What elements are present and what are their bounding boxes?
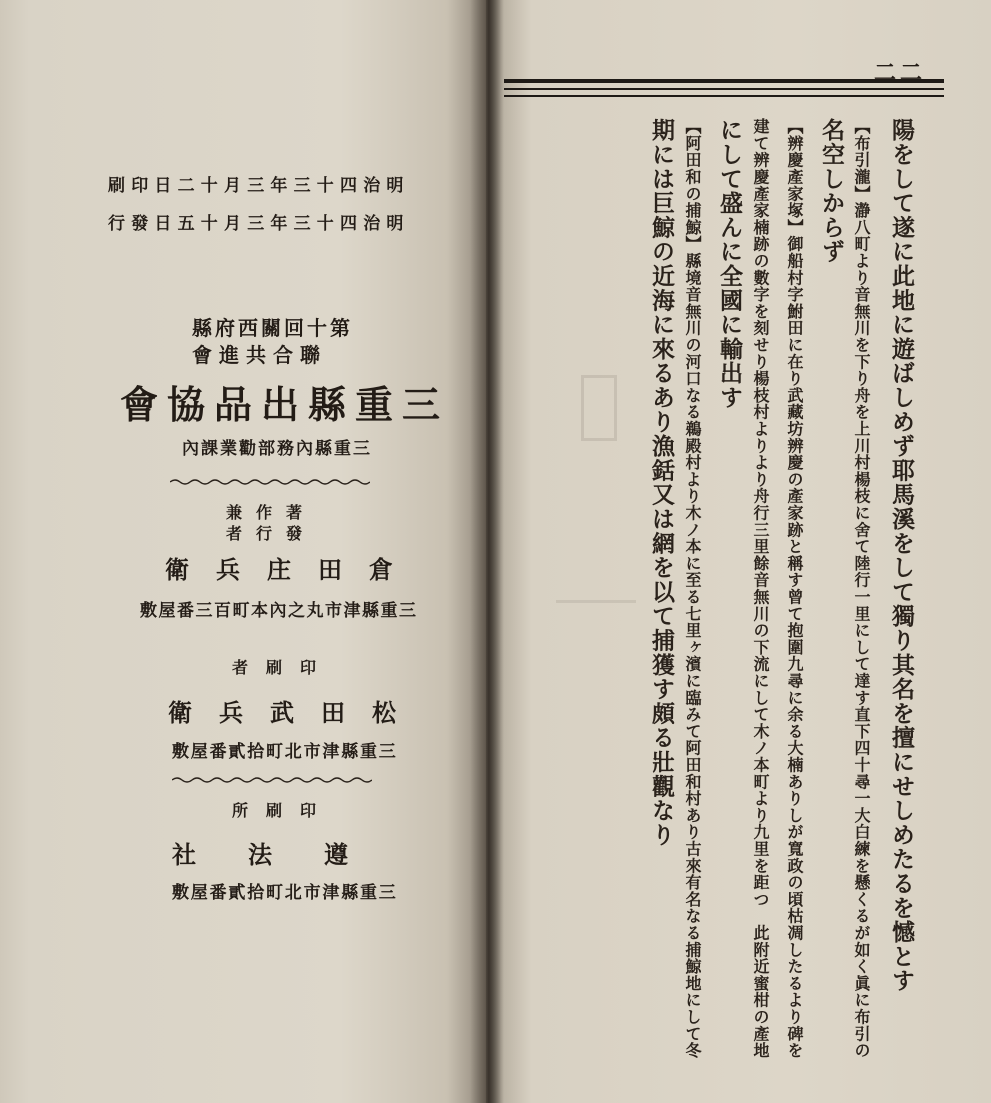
column-text: 瀞八町より音無川を下り舟を上川村楊枝に舍て陸行一里にして達す直下四十尋一大白練を懸くるが如く眞に布引の — [852, 202, 871, 1059]
text-column — [820, 118, 843, 264]
entry-label: 【辨慶產家塚】 — [785, 118, 804, 236]
show-through — [556, 600, 636, 603]
wavy-divider — [172, 776, 372, 784]
column-text: 御船村字鮒田に在り武藏坊辨慶の產家跡と稱す曾て抱圍九尋に余る大楠ありしが寬政の頃枯凋したるより碑を — [785, 235, 804, 1059]
text-column — [684, 118, 700, 1059]
issued-date: 明治四十三年三月十五日發行 — [108, 214, 410, 234]
wavy-divider — [170, 478, 370, 486]
press-address: 三重縣津市北町拾貳番屋敷 — [172, 883, 398, 903]
event-line-1: 第十回關西府縣 — [192, 316, 353, 340]
printer-address: 三重縣津市北町拾貳番屋敷 — [172, 742, 398, 762]
role-c: 兼 — [226, 503, 257, 522]
event-line-2: 聯合共進會 — [192, 343, 327, 367]
press-name: 遵法社 — [172, 840, 400, 869]
text-column — [786, 118, 802, 1059]
colophon-page — [0, 0, 486, 1103]
role-d: 者 — [226, 524, 257, 543]
role-a: 著作 — [256, 503, 317, 522]
press-label: 印刷所 — [232, 801, 335, 820]
printer-name: 松田武兵衛 — [168, 698, 423, 727]
author-address: 三重縣津市丸之內本町百三番屋敷 — [140, 601, 418, 621]
entry-label: 【布引瀧】 — [852, 118, 871, 202]
column-text: 縣境音無川の河口なる鵜殿村より木ノ本に至る七里ヶ濱に臨みて阿田和村あり古來有名なる捕鯨地にして冬 — [683, 252, 702, 1059]
printed-date: 明治四十三年三月十二日印刷 — [108, 176, 410, 196]
author-role-bottom — [226, 526, 316, 542]
column-text: 建て辨慶產家楠跡の數字を刻せり楊枝村よりより舟行三里餘音無川の下流にして木ノ本町より九里を距つ 此附近蜜柑の產地 — [751, 118, 770, 1059]
author-name: 倉田庄兵衛 — [165, 555, 420, 584]
column-text: 名空しからず — [818, 118, 845, 264]
office-line: 三重縣內務部勸業課內 — [182, 439, 372, 459]
text-column — [718, 118, 741, 410]
text-column — [752, 118, 768, 1059]
header-rule — [504, 95, 944, 97]
book-gutter — [470, 0, 504, 1103]
author-role-top — [226, 505, 316, 521]
role-b: 發行 — [256, 524, 317, 543]
show-through — [581, 375, 617, 441]
column-text: 期には巨鯨の近海に來るあり漁銛又は網を以て捕獲す頗る壯觀なり — [648, 118, 675, 847]
association-title: 三重縣出品協會 — [120, 382, 450, 427]
text-column — [650, 118, 673, 847]
entry-label: 【阿田和の捕鯨】 — [683, 118, 702, 253]
header-rule — [504, 88, 944, 90]
column-text: にして盛んに全國に輸出す — [716, 118, 743, 410]
text-column — [853, 118, 869, 1059]
printer-label: 印刷者 — [232, 658, 335, 677]
text-column — [890, 118, 913, 993]
page-number: 二二 — [874, 60, 927, 86]
column-text: 陽をして遂に此地に遊ばしめず耶馬溪をして獨り其名を擅にせしめたるを憾とす — [888, 118, 915, 993]
